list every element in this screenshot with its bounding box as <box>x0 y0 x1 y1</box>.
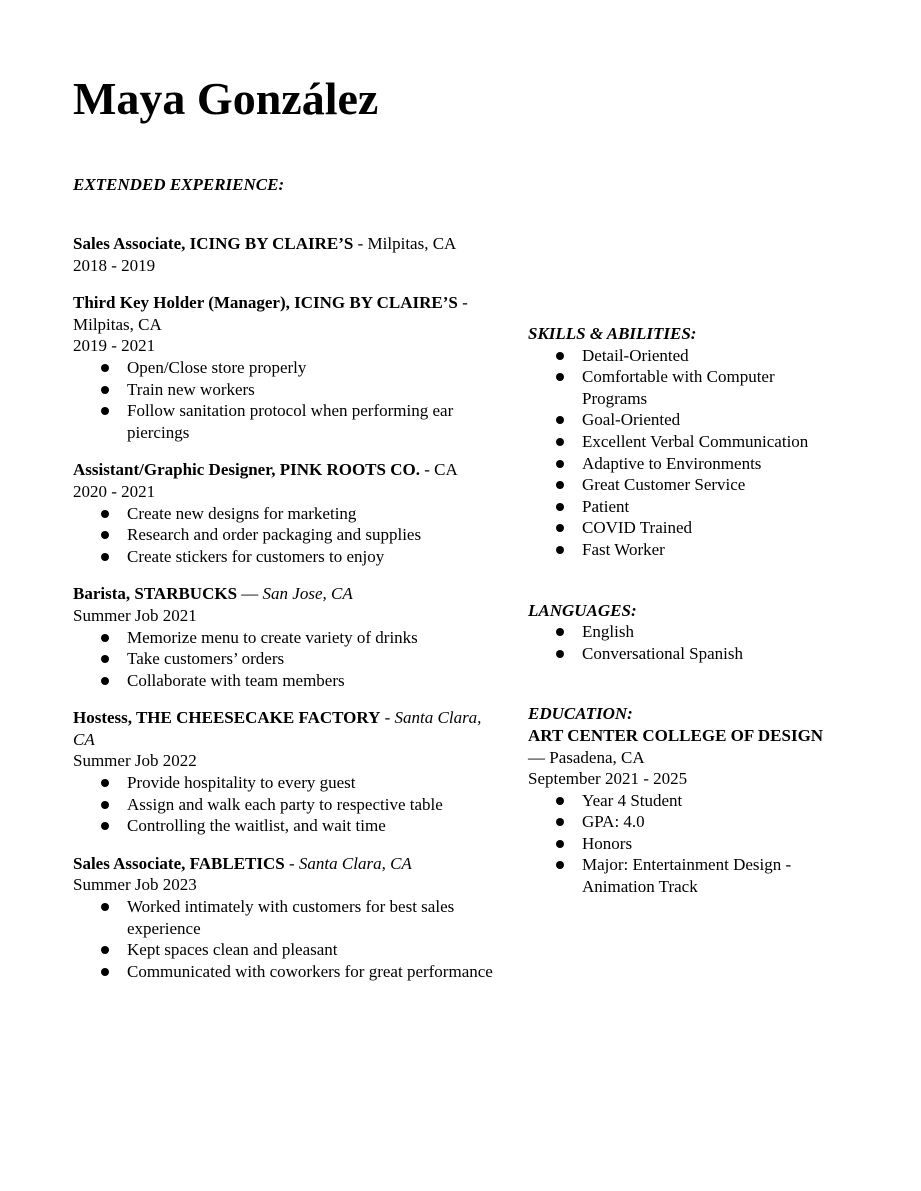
list-item: Open/Close store properly <box>73 357 493 379</box>
list-item: Follow sanitation protocol when performing ear piercings <box>73 400 493 443</box>
job-location: Santa Clara, CA <box>73 708 482 749</box>
bullet-icon <box>101 634 109 642</box>
list-item: Train new workers <box>73 379 493 401</box>
job-date: Summer Job 2023 <box>73 875 197 895</box>
job-header <box>73 853 493 875</box>
school-location: Pasadena, CA <box>549 747 645 767</box>
list-item: Goal-Oriented <box>528 409 828 431</box>
list-item: Great Customer Service <box>528 474 828 496</box>
list-item: Controlling the waitlist, and wait time <box>73 815 493 837</box>
job-date: 2018 - 2019 <box>73 255 156 275</box>
job-location: Milpitas, CA <box>367 234 457 253</box>
list-item: Excellent Verbal Communication <box>528 431 828 453</box>
job-header <box>73 707 493 750</box>
bullet-icon <box>556 416 564 424</box>
bullet-icon <box>556 352 564 360</box>
job-separator: - <box>457 293 468 313</box>
list-item: Communicated with coworkers for great performance <box>73 961 493 983</box>
list-item: Detail-Oriented <box>528 345 828 367</box>
job-separator: - <box>353 234 368 253</box>
languages-list <box>528 621 828 664</box>
job-duties <box>73 772 493 837</box>
job-header <box>73 292 493 335</box>
list-item: Worked intimately with customers for best sales experience <box>73 896 493 939</box>
school-separator: — <box>528 747 550 767</box>
skills-list <box>528 345 828 561</box>
job-title: Hostess, THE CHEESECAKE FACTORY <box>73 708 381 728</box>
job-date: Summer Job 2022 <box>73 751 197 771</box>
list-item: Provide hospitality to every guest <box>73 772 493 794</box>
list-item: Major: Entertainment Design - Animation Track <box>528 854 828 897</box>
education-list <box>528 790 828 898</box>
list-item: GPA: 4.0 <box>528 811 828 833</box>
list-item: Comfortable with Computer Programs <box>528 366 828 409</box>
job-separator: - <box>419 460 435 480</box>
sidebar-column <box>528 323 828 937</box>
job-title: Third Key Holder (Manager), ICING BY CLAIRE’S <box>73 293 458 313</box>
job-separator: - <box>284 853 299 873</box>
list-item: Kept spaces clean and pleasant <box>73 939 493 961</box>
bullet-icon <box>101 510 109 518</box>
job-date: 2019 - 2021 <box>73 336 156 356</box>
job-entry <box>73 459 493 567</box>
job-date: 2020 - 2021 <box>73 481 156 501</box>
job-duties <box>73 896 493 982</box>
education-section <box>528 703 828 897</box>
job-duties <box>73 503 493 568</box>
bullet-icon <box>556 438 564 446</box>
job-location: Santa Clara, CA <box>298 853 412 873</box>
bullet-icon <box>556 546 564 554</box>
job-title: Assistant/Graphic Designer, PINK ROOTS CO. <box>73 460 420 480</box>
bullet-icon <box>101 677 109 685</box>
job-header <box>73 583 493 605</box>
job-title: Barista, STARBUCKS <box>73 584 238 604</box>
bullet-icon <box>101 801 109 809</box>
bullet-icon <box>101 553 109 561</box>
bullet-icon <box>101 407 109 415</box>
list-item: Patient <box>528 496 828 518</box>
list-item: Create stickers for customers to enjoy <box>73 546 493 568</box>
list-item: Research and order packaging and supplies <box>73 524 493 546</box>
skills-section <box>528 323 828 561</box>
job-title: Sales Associate, ICING BY CLAIRE’S <box>73 234 354 253</box>
extended-experience-heading: EXTENDED EXPERIENCE: <box>73 175 285 194</box>
bullet-icon <box>556 373 564 381</box>
job-entry <box>73 233 493 276</box>
list-item: Create new designs for marketing <box>73 503 493 525</box>
bullet-icon <box>556 861 564 869</box>
bullet-icon <box>101 531 109 539</box>
job-entry <box>73 292 493 443</box>
languages-heading: LANGUAGES: <box>528 600 637 620</box>
bullet-icon <box>556 481 564 489</box>
list-item: Fast Worker <box>528 539 828 561</box>
education-heading: EDUCATION: <box>528 704 633 724</box>
bullet-icon <box>101 386 109 394</box>
list-item: Adaptive to Environments <box>528 453 828 475</box>
job-entry <box>73 707 493 837</box>
bullet-icon <box>556 628 564 636</box>
bullet-icon <box>556 460 564 468</box>
bullet-icon <box>101 655 109 663</box>
skills-heading: SKILLS & ABILITIES: <box>528 324 697 343</box>
list-item: Honors <box>528 833 828 855</box>
school-name: ART CENTER COLLEGE OF DESIGN <box>528 725 824 745</box>
list-item: Conversational Spanish <box>528 643 828 665</box>
job-location: Milpitas, CA <box>73 314 162 334</box>
education-date: September 2021 - 2025 <box>528 769 688 789</box>
job-title: Sales Associate, FABLETICS <box>73 853 285 873</box>
list-item: Collaborate with team members <box>73 670 493 692</box>
bullet-icon <box>556 840 564 848</box>
job-location: San Jose, CA <box>262 584 353 604</box>
job-duties <box>73 357 493 443</box>
list-item: Memorize menu to create variety of drinks <box>73 627 493 649</box>
resume-name: Maya González <box>73 73 379 124</box>
list-item: Take customers’ orders <box>73 648 493 670</box>
bullet-icon <box>101 903 109 911</box>
bullet-icon <box>556 818 564 826</box>
list-item: Assign and walk each party to respective table <box>73 794 493 816</box>
bullet-icon <box>556 503 564 511</box>
list-item: English <box>528 621 828 643</box>
bullet-icon <box>101 968 109 976</box>
bullet-icon <box>556 797 564 805</box>
job-header <box>73 459 493 481</box>
experience-column <box>73 233 493 998</box>
job-duties <box>73 627 493 692</box>
bullet-icon <box>101 946 109 954</box>
bullet-icon <box>101 364 109 372</box>
job-location: CA <box>434 460 458 480</box>
languages-section <box>528 600 828 665</box>
job-date: Summer Job 2021 <box>73 605 197 625</box>
list-item: COVID Trained <box>528 517 828 539</box>
job-separator: — <box>237 584 263 604</box>
bullet-icon <box>101 822 109 830</box>
bullet-icon <box>101 779 109 787</box>
job-separator: - <box>380 708 395 728</box>
bullet-icon <box>556 650 564 658</box>
job-entry <box>73 583 493 691</box>
bullet-icon <box>556 524 564 532</box>
job-entry <box>73 853 493 983</box>
job-header <box>73 233 493 255</box>
list-item: Year 4 Student <box>528 790 828 812</box>
education-school-line <box>528 725 828 768</box>
